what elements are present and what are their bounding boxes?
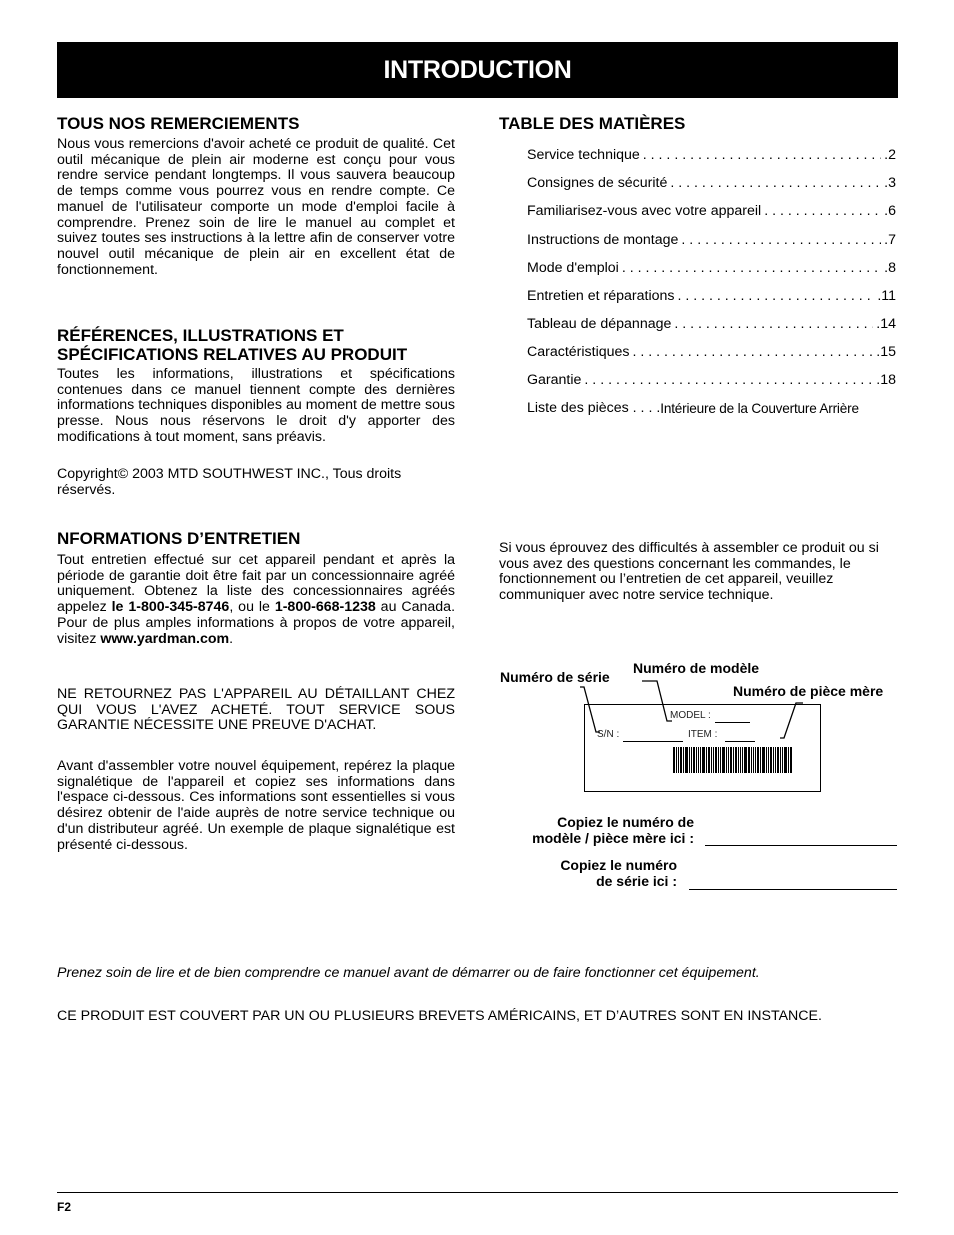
barcode-bar — [777, 747, 779, 773]
barcode-bar — [740, 747, 741, 773]
page-title-banner — [57, 42, 898, 98]
toc-item[interactable]: Tableau de dépannage . . . .14 — [527, 314, 896, 332]
barcode-bar — [735, 747, 737, 773]
barcode-bar — [702, 747, 705, 773]
toc-item[interactable]: Caractéristiques . . . .15 — [527, 342, 896, 360]
barcode-bar — [693, 747, 695, 773]
barcode-bar — [676, 747, 677, 773]
barcode-bar — [753, 747, 754, 773]
toc-item[interactable]: Consignes de sécurité . . . .3 — [527, 173, 896, 191]
barcode-bar — [788, 747, 789, 773]
barcode-bar — [680, 747, 682, 773]
barcode-bar — [691, 747, 692, 773]
serial-number-write-line[interactable] — [689, 889, 897, 890]
barcode-bar — [766, 747, 767, 773]
toc-item[interactable]: Entretien et réparations . . . .11 — [527, 286, 896, 304]
website-link[interactable]: www.yardman.com — [100, 630, 230, 647]
barcode-bar — [713, 747, 714, 773]
page-title: INTRODUCTION — [383, 55, 572, 84]
plate-item-text: ITEM : — [688, 729, 718, 740]
toc-item[interactable]: Service technique . . . .2 — [527, 145, 896, 163]
read-manual-notice: Prenez soin de lire et de bien comprendre ce manuel avant de démarrer ou de faire fonctionner cet équipement. — [57, 965, 760, 981]
barcode-bar — [728, 747, 729, 773]
barcode-bar — [755, 747, 756, 773]
footer-divider — [57, 1192, 898, 1193]
barcode-bar — [706, 747, 707, 773]
barcode-bar — [768, 747, 769, 773]
barcode-bar — [742, 747, 743, 773]
return-warning: NE RETOURNEZ PAS L'APPAREIL AU DÉTAILLANT CHEZ QUI VOUS L'AVEZ ACHETÉ. TOUT SERVICE SOUS GARANTIE NÉCESSITE UNE PREUVE D'ACHAT. — [57, 686, 455, 734]
thanks-body: Nous vous remercions d'avoir acheté ce produit de qualité. Cet outil mécanique de plein air moderne est conçu pour vous rendre service pendant longtemps. Il vous sauvera beaucoup de temps comme vous pourrez vous en rendre compte. Ce manuel de l'utilisateur comporte un mode d'emploi facile à comprendre. Prenez soin de lire le manuel au complet et suivez toutes ses instructions à la lettre afin de conserver votre nouvel outil mécanique de plein air en excellent état de fonctionnement. — [57, 136, 455, 278]
table-of-contents — [527, 140, 896, 430]
barcode-bar — [790, 747, 792, 773]
copy-model-label: Copiez le numéro de modèle / pièce mère ici : — [532, 814, 694, 846]
barcode-bar — [700, 747, 701, 773]
page-number: F2 — [57, 1200, 72, 1214]
toc-item[interactable]: Instructions de montage . . . .7 — [527, 230, 896, 248]
phone-canada: 1-800-668-1238 — [274, 599, 376, 616]
phone-us: le 1-800-345-8746 — [111, 599, 230, 616]
barcode-bar — [784, 747, 787, 773]
barcode-bar — [733, 747, 734, 773]
barcode-bar — [708, 747, 710, 773]
barcode-bar — [715, 747, 717, 773]
barcode-bar — [726, 747, 727, 773]
patent-notice: CE PRODUIT EST COUVERT PAR UN OU PLUSIEURS BREVETS AMÉRICAINS, ET D’AUTRES SONT EN INSTANCE. — [57, 1008, 822, 1024]
barcode-bar — [673, 747, 675, 773]
plate-model-text: MODEL : — [670, 710, 711, 721]
barcode-bar — [775, 747, 776, 773]
toc-item-parts-list[interactable]: Liste des pièces . . . . Intérieure de la Couverture Arrière — [527, 400, 859, 416]
barcode-bar — [685, 747, 688, 773]
barcode-bar — [760, 747, 761, 773]
references-heading — [57, 326, 455, 364]
barcode-bar — [744, 747, 747, 773]
thanks-heading: TOUS NOS REMERCIEMENTS — [57, 114, 300, 133]
barcode-bar — [689, 747, 690, 773]
barcode-icon — [673, 747, 793, 773]
copyright-text: Copyright© 2003 MTD SOUTHWEST INC., Tous droits réservés. — [57, 466, 402, 498]
barcode-bar — [720, 747, 721, 773]
identification-plate-example — [584, 704, 821, 792]
service-info-body: Tout entretien effectué sur cet appareil pendant et après la période de garantie doit être fait par un concessionnaire agréé uniquement. Obtenez la liste des concessionnaires agréés appelez le 1-800-345-8746, ou le 1-800-668-1238 au Canada. Pour de plus amples informations à propos de votre appareil, visitez www.yardman.com. — [57, 552, 456, 647]
barcode-bar — [678, 747, 679, 773]
copy-serial-label: Copiez le numéro de série ici : — [560, 857, 677, 889]
barcode-bar — [751, 747, 752, 773]
barcode-bar — [718, 747, 719, 773]
barcode-bar — [696, 747, 697, 773]
toc-item[interactable]: Familiarisez-vous avec votre appareil . . . .6 — [527, 201, 896, 219]
barcode-bar — [773, 747, 774, 773]
plate-sn-text: S/N : — [597, 729, 620, 740]
barcode-bar — [748, 747, 750, 773]
model-number-label: Numéro de modèle — [633, 660, 760, 676]
references-body: Toutes les informations, illustrations et spécifications contenues dans ce manuel tiennent compte des dernières informations techniques disponibles au moment de mettre sous presse. Nous nous réservons le droit d'y apporter des modifications à tout moment, sans préavis. — [57, 366, 455, 445]
barcode-bar — [782, 747, 783, 773]
barcode-bar — [698, 747, 699, 773]
toc-item[interactable]: Garantie . . . .18 — [527, 370, 896, 388]
barcode-bar — [770, 747, 772, 773]
before-assembly-text: Avant d'assembler votre nouvel équipement, repérez la plaque signalétique de l'appareil et copiez ses informations dans l'espace ci-dessous. Ces informations sont essentielles si vous désirez obtenir de l'aide auprès de notre service technique ou d'un distributeur agréé. Un exemple de plaque signalétique est présenté ci-dessous. — [57, 758, 455, 853]
service-info-heading: NFORMATIONS D’ENTRETIEN — [57, 529, 301, 548]
toc-heading: TABLE DES MATIÈRES — [499, 114, 686, 133]
serial-number-label: Numéro de série — [500, 669, 610, 685]
barcode-bar — [683, 747, 684, 773]
barcode-bar — [762, 747, 765, 773]
barcode-bar — [757, 747, 759, 773]
parent-part-number-label: Numéro de pièce mère — [733, 683, 884, 699]
references-heading-line1: RÉFÉRENCES, ILLUSTRATIONS ET — [57, 326, 344, 345]
model-number-write-line[interactable] — [705, 845, 897, 846]
barcode-bar — [711, 747, 712, 773]
barcode-bar — [722, 747, 725, 773]
barcode-bar — [738, 747, 739, 773]
references-heading-line2: SPÉCIFICATIONS RELATIVES AU PRODUIT — [57, 345, 408, 364]
barcode-bar — [780, 747, 781, 773]
barcode-bar — [730, 747, 732, 773]
help-text: Si vous éprouvez des difficultés à assembler ce produit ou si vous avez des questions concernant les commandes, le fonctionnement ou l’entretien de cet appareil, veuillez communiquer avec notre service technique. — [499, 540, 879, 604]
toc-item[interactable]: Mode d'emploi . . . .8 — [527, 258, 896, 276]
